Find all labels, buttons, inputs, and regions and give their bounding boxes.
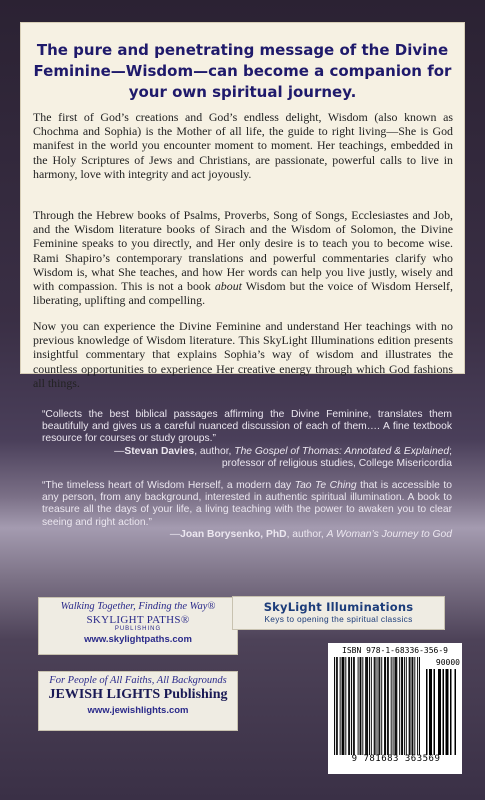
emphasis-about: about — [214, 279, 242, 294]
barcode-addon-stripe — [431, 669, 433, 755]
barcode-stripe — [379, 657, 380, 755]
endorsement-2 — [42, 480, 452, 541]
series-title: SkyLight Illuminations — [263, 600, 414, 614]
barcode-stripe — [360, 657, 361, 755]
description-paragraph-1: The first of God’s creations and God’s endless delight, Wisdom (also known as Chochma and Sophia) is the Mother of all life, the guide to right living—She is God manifest in the world you encounter moment to moment. Her teachings, embedded in the Holy Scriptures of Jews and Christians, are passionate, powerful calls to live in harmony, love with integrity and act joyously. — [33, 110, 453, 181]
barcode-stripe — [374, 657, 375, 755]
isbn-label: ISBN 978-1-68336-356-9 — [342, 646, 448, 655]
jewish-lights-logo: JEWISH LIGHTS Publishing — [48, 687, 228, 702]
publisher-url: www.skylightpaths.com — [84, 634, 192, 645]
barcode-stripe — [409, 657, 410, 755]
barcode-stripe — [401, 657, 402, 755]
barcode-stripe — [381, 657, 382, 755]
barcode-stripe — [371, 657, 372, 755]
endorsement-text: “The timeless heart of Wisdom Herself, a modern day Tao Te Ching that is accessible to any person, from any background, interested in authentic spiritual illumination. A book to treasure all the days of your life, a living teaching with the power to awaken you to clear seeing and right action.” — [42, 480, 452, 528]
barcode-stripe — [395, 657, 396, 755]
barcode-stripe — [402, 657, 403, 755]
barcode-stripe — [394, 657, 395, 755]
jewish-lights-publisher — [38, 671, 238, 731]
barcode-stripe — [388, 657, 389, 755]
barcode-addon-stripe — [455, 669, 457, 755]
barcode-addon-stripe — [438, 669, 440, 755]
endorsement-attribution: —Stevan Davies, author, The Gospel of Thomas: Annotated & Explained; professor of religious studies, College Misericordia — [114, 445, 452, 469]
barcode-stripe — [340, 657, 341, 755]
barcode-stripe — [358, 657, 359, 755]
barcode-stripe — [399, 657, 400, 755]
price-code: 90000 — [435, 658, 460, 667]
publisher-sub: PUBLISHING — [114, 626, 162, 632]
barcode-stripe — [412, 657, 413, 755]
endorser-work: A Woman’s Journey to God — [326, 528, 452, 540]
barcode-stripe — [419, 657, 420, 755]
barcode-stripe — [337, 657, 338, 755]
barcode-addon-stripe — [443, 669, 445, 755]
barcode-stripe — [378, 657, 379, 755]
barcode-stripe — [366, 657, 367, 755]
barcode-stripe — [354, 657, 355, 755]
endorsement-1 — [42, 409, 452, 470]
barcode-stripe — [367, 657, 368, 755]
description-paragraph-2: Through the Hebrew books of Psalms, Proverbs, Song of Songs, Ecclesiastes and Job, and the Wisdom literature books of Sirach and the Wisdom of Solomon, the Divine Feminine speaks to you directly, and Her only desire is to teach you to become wise. Rami Shapiro’s contemporary translations and powerful commentaries clarify who Wisdom is, what She teaches, and how Her words can help you live justly, wisely and with compassion. This is not a book about Wisdom but the voice of Wisdom Herself, liberating, uplifting and compelling. — [33, 208, 453, 308]
barcode-stripe — [396, 657, 397, 755]
barcode-stripe — [360, 657, 361, 755]
publisher-tagline: For People of All Faiths, All Backgrounds — [49, 675, 227, 686]
barcode-stripe — [387, 657, 388, 755]
skylight-paths-logo: SKYLIGHT PATHS® — [86, 614, 190, 626]
barcode-stripe — [377, 657, 378, 755]
barcode-stripe — [411, 657, 412, 755]
barcode-stripe — [391, 657, 392, 755]
barcode-stripe — [342, 657, 343, 755]
barcode-addon-stripe — [446, 669, 448, 755]
barcode-stripe — [393, 657, 394, 755]
endorser-name: Stevan Davies — [124, 445, 195, 457]
barcode-stripe — [343, 657, 344, 755]
barcode-stripe — [334, 657, 335, 755]
barcode-stripe — [351, 657, 352, 755]
barcode-stripe — [385, 657, 386, 755]
series-badge — [232, 596, 445, 630]
barcode-stripe — [345, 657, 346, 755]
endorser-work: The Gospel of Thomas: Annotated & Explained — [234, 445, 450, 457]
endorser-affiliation: professor of religious studies, College Misericordia — [221, 457, 452, 469]
series-subtitle: Keys to opening the spiritual classics — [264, 614, 413, 624]
barcode-stripe — [349, 657, 350, 755]
publisher-url: www.jewishlights.com — [87, 705, 189, 716]
endorser-name: Joan Borysenko, PhD — [180, 528, 287, 540]
barcode-stripe — [369, 657, 370, 755]
barcode-number: 9 781683 363569 — [351, 754, 441, 764]
barcode-stripe — [336, 657, 337, 755]
barcode — [328, 643, 462, 774]
endorsement-text: “Collects the best biblical passages affirming the Divine Feminine, translates them beautifully and gives us a careful nuanced discussion of each of them…. A fine textbook resource for courses or study groups.” — [42, 409, 452, 445]
barcode-addon-stripe — [426, 669, 428, 755]
barcode-addon-stripe — [429, 669, 431, 755]
barcode-stripe — [353, 657, 354, 755]
description-paragraph-3: Now you can experience the Divine Feminine and understand Her teachings with no previous knowledge of Wisdom literature. This SkyLight Illuminations edition presents insightful commentary that explains Sophia’s way of wisdom and illustrates the countless opportunities to experience Her creative energy through which God fashions all things. — [33, 319, 453, 390]
barcode-stripe — [417, 657, 418, 755]
barcode-stripe — [410, 657, 411, 755]
endorsement-attribution: —Joan Borysenko, PhD, author, A Woman’s Journey to God — [169, 528, 452, 540]
headline: The pure and penetrating message of the Divine Feminine—Wisdom—can become a companion for your own spiritual journey. — [33, 41, 452, 101]
barcode-stripe — [406, 657, 407, 755]
barcode-addon-stripe — [447, 669, 449, 755]
publisher-tagline: Walking Together, Finding the Way® — [60, 601, 216, 612]
barcode-addon-stripe — [434, 669, 436, 755]
barcode-addon-stripe — [440, 669, 442, 755]
barcode-bars — [334, 657, 458, 755]
barcode-stripe — [404, 657, 405, 755]
barcode-stripe — [365, 657, 366, 755]
barcode-stripe — [414, 657, 415, 755]
barcode-stripe — [348, 657, 349, 755]
barcode-stripe — [384, 657, 385, 755]
barcode-stripe — [362, 657, 363, 755]
endorsements — [42, 409, 452, 541]
skylight-paths-publisher — [38, 597, 238, 655]
barcode-stripe — [343, 657, 344, 755]
barcode-stripe — [375, 657, 376, 755]
barcode-addon-stripe — [450, 669, 452, 755]
